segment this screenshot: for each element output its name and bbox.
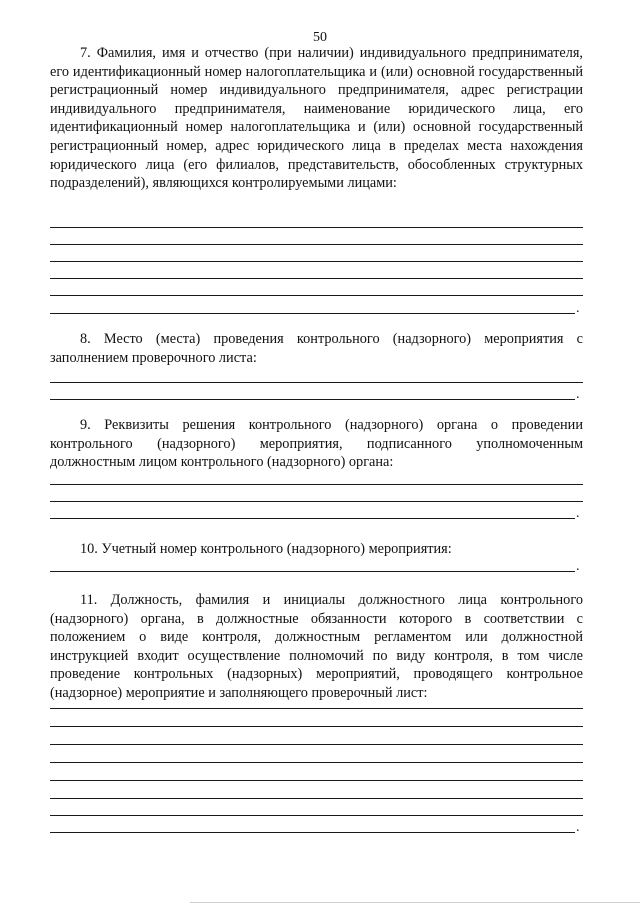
section-9-text: 9. Реквизиты решения контрольного (надзорного) органа о проведении контрольного (надзорного) мероприятия, подписанного уполномоченным должностным лицом контрольного (надзорного) органа:	[50, 417, 583, 471]
section-7-text: 7. Фамилия, имя и отчество (при наличии) индивидуального предпринимателя, его идентификационный номер налогоплательщика и (или) основной государственный регистрационный номер индивидуального предпринимателя, адрес регистрации индивидуального предпринимателя, наименование юридического лица, его идентификационный номер налогоплательщика и (или) основной государственный регистрационный номер, адрес юридического лица в пределах места нахождения юридического лица (его филиалов, представительств, обособленных структурных подразделений), являющихся контролируемыми лицами:	[50, 45, 583, 192]
section-7-fill-line[interactable]	[50, 261, 583, 262]
section-8-end-mark: .	[576, 387, 580, 402]
section-9-fill-line[interactable]	[50, 484, 583, 485]
section-11-fill-line[interactable]	[50, 815, 583, 816]
section-10-end-mark: .	[576, 559, 580, 574]
section-7-fill-line[interactable]	[50, 227, 583, 228]
section-11-fill-line[interactable]	[50, 726, 583, 727]
section-11-end-mark: .	[576, 820, 580, 835]
section-7-fill-line[interactable]	[50, 295, 583, 296]
section-7-fill-line[interactable]	[50, 278, 583, 279]
section-7-fill-line[interactable]	[50, 313, 575, 314]
section-11-fill-line[interactable]	[50, 744, 583, 745]
section-9-fill-line[interactable]	[50, 518, 575, 519]
section-9-fill-line[interactable]	[50, 501, 583, 502]
section-11-fill-line[interactable]	[50, 780, 583, 781]
section-11-text: 11. Должность, фамилия и инициалы должностного лица контрольного (надзорного) органа, в должностные обязанности которого в соответствии с положением о виде контроля, должностным регламентом или должностной инструкцией входит осуществление полномочий по виду контроля, в том числе проведение контрольных (надзорных) мероприятий, проводящего контрольное (надзорное) мероприятие и заполняющего проверочный лист:	[50, 592, 583, 701]
scan-edge-line	[190, 902, 640, 903]
section-8-text: 8. Место (места) проведения контрольного (надзорного) мероприятия с заполнением проверочного листа:	[50, 331, 583, 366]
section-11-fill-line[interactable]	[50, 798, 583, 799]
page-number: 50	[313, 30, 327, 45]
section-7-fill-line[interactable]	[50, 244, 583, 245]
section-10-fill-line[interactable]	[50, 571, 575, 572]
section-8-fill-line[interactable]	[50, 399, 575, 400]
section-10-text: 10. Учетный номер контрольного (надзорного) мероприятия:	[80, 541, 452, 557]
section-9-end-mark: .	[576, 506, 580, 521]
section-11-fill-line[interactable]	[50, 762, 583, 763]
section-11-fill-line[interactable]	[50, 708, 583, 709]
section-7-end-mark: .	[576, 301, 580, 316]
section-8-fill-line[interactable]	[50, 382, 583, 383]
section-11-fill-line[interactable]	[50, 832, 575, 833]
